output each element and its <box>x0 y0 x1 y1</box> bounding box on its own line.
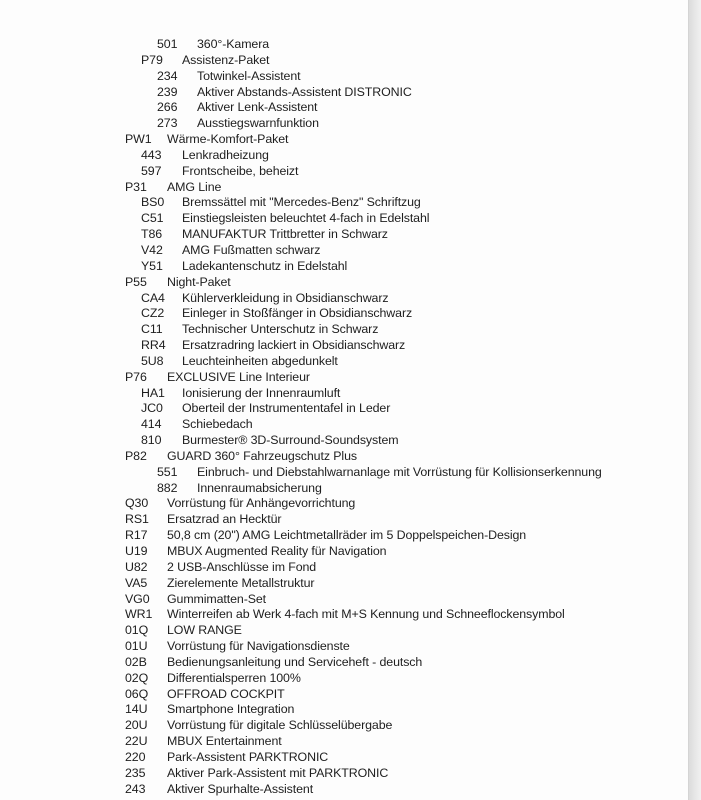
equipment-row <box>0 164 688 180</box>
equipment-row <box>0 243 688 259</box>
option-label: Assistenz-Paket <box>182 52 270 67</box>
option-label: Schiebedach <box>182 417 253 432</box>
equipment-row <box>0 766 688 782</box>
option-code: C11 <box>141 322 163 337</box>
option-label: Kühlerverkleidung in Obsidianschwarz <box>182 290 389 305</box>
option-code: 235 <box>125 765 146 780</box>
option-label: EXCLUSIVE Line Interieur <box>167 369 310 384</box>
equipment-row <box>0 275 688 291</box>
option-label: Einbruch- und Diebstahlwarnanlage mit Vorrüstung für Kollisionserkennung <box>197 464 602 479</box>
option-label: OFFROAD COCKPIT <box>167 686 285 701</box>
option-code: PW1 <box>125 132 152 147</box>
option-label: Lenkradheizung <box>182 147 269 162</box>
option-code: 443 <box>141 147 162 162</box>
equipment-row <box>0 53 688 69</box>
option-label: Wärme-Komfort-Paket <box>167 132 289 147</box>
equipment-row <box>0 69 688 85</box>
option-label: Innenraumabsicherung <box>197 480 322 495</box>
option-label: Bedienungsanleitung und Serviceheft - deutsch <box>167 654 423 669</box>
option-code: P82 <box>125 448 147 463</box>
equipment-row <box>0 576 688 592</box>
option-label: Smartphone Integration <box>167 702 295 717</box>
option-code: CZ2 <box>141 306 165 321</box>
equipment-row <box>0 512 688 528</box>
option-label: MANUFAKTUR Trittbretter in Schwarz <box>182 227 388 242</box>
equipment-row <box>0 386 688 402</box>
option-code: 597 <box>141 163 162 178</box>
equipment-row <box>0 481 688 497</box>
option-code: 414 <box>141 417 162 432</box>
option-label: Ausstiegswarnfunktion <box>197 116 319 131</box>
option-label: Park-Assistent PARKTRONIC <box>167 749 329 764</box>
option-label: Night-Paket <box>167 274 231 289</box>
equipment-row <box>0 291 688 307</box>
option-code: JC0 <box>141 401 163 416</box>
equipment-row <box>0 354 688 370</box>
option-label: 50,8 cm (20") AMG Leichtmetallräder im 5 Doppelspeichen-Design <box>167 528 527 543</box>
option-label: Differentialsperren 100% <box>167 670 301 685</box>
option-code: HA1 <box>141 385 165 400</box>
option-label: Vorrüstung für Anhängevorrichtung <box>167 496 356 511</box>
equipment-row <box>0 782 688 798</box>
equipment-row <box>0 85 688 101</box>
equipment-row <box>0 338 688 354</box>
option-code: 551 <box>157 464 178 479</box>
equipment-row <box>0 702 688 718</box>
option-label: Aktiver Lenk-Assistent <box>197 100 318 115</box>
option-code: 243 <box>125 781 146 796</box>
option-code: 06Q <box>125 686 149 701</box>
option-label: 360°-Kamera <box>197 37 270 51</box>
option-code: Q30 <box>125 496 149 511</box>
option-label: Gummimatten-Set <box>167 591 267 606</box>
equipment-row <box>0 211 688 227</box>
equipment-row <box>0 465 688 481</box>
option-label: Winterreifen ab Werk 4-fach mit M+S Kennung und Schneeflockensymbol <box>167 607 565 622</box>
option-label: GUARD 360° Fahrzeugschutz Plus <box>167 448 357 463</box>
equipment-row <box>0 718 688 734</box>
option-label: MBUX Entertainment <box>167 734 282 749</box>
option-label: AMG Fußmatten schwarz <box>182 242 321 257</box>
option-code: RR4 <box>141 338 166 353</box>
option-label: Ladekantenschutz in Edelstahl <box>182 258 348 273</box>
option-label: Totwinkel-Assistent <box>197 68 301 83</box>
option-label: Einstiegsleisten beleuchtet 4-fach in Edelstahl <box>182 211 430 226</box>
equipment-row <box>0 195 688 211</box>
equipment-row <box>0 750 688 766</box>
equipment-row <box>0 37 688 53</box>
equipment-row <box>0 671 688 687</box>
equipment-row <box>0 528 688 544</box>
option-code: P55 <box>125 274 147 289</box>
equipment-row <box>0 687 688 703</box>
option-label: Aktiver Abstands-Assistent DISTRONIC <box>197 84 412 99</box>
option-label: Bremssättel mit "Mercedes-Benz" Schriftzug <box>182 195 421 210</box>
option-code: 20U <box>125 718 148 733</box>
option-code: 273 <box>157 116 178 131</box>
option-label: Ionisierung der Innenraumluft <box>182 385 341 400</box>
option-code: 02B <box>125 654 147 669</box>
equipment-row <box>0 417 688 433</box>
equipment-row <box>0 623 688 639</box>
option-code: P79 <box>141 52 163 67</box>
option-label: Leuchteinheiten abgedunkelt <box>182 353 338 368</box>
page-edge <box>689 0 701 800</box>
option-code: U82 <box>125 559 148 574</box>
option-label: Aktiver Spurhalte-Assistent <box>167 781 314 796</box>
equipment-row <box>0 607 688 623</box>
equipment-row <box>0 544 688 560</box>
equipment-row <box>0 132 688 148</box>
option-code: VG0 <box>125 591 150 606</box>
equipment-row <box>0 148 688 164</box>
equipment-row <box>0 401 688 417</box>
option-code: 01Q <box>125 623 149 638</box>
option-code: 22U <box>125 734 148 749</box>
equipment-row <box>0 449 688 465</box>
equipment-row <box>0 560 688 576</box>
option-code: BS0 <box>141 195 165 210</box>
option-code: U19 <box>125 544 148 558</box>
option-label: Ersatzradring lackiert in Obsidianschwarz <box>182 338 406 353</box>
option-code: VA5 <box>125 575 148 590</box>
equipment-row <box>0 180 688 196</box>
option-code: CA4 <box>141 290 165 305</box>
option-label: Einleger in Stoßfänger in Obsidianschwarz <box>182 306 413 321</box>
option-code: 01U <box>125 639 148 654</box>
equipment-row <box>0 734 688 750</box>
option-label: Technischer Unterschutz in Schwarz <box>182 322 379 337</box>
option-code: 266 <box>157 100 178 115</box>
equipment-row <box>0 259 688 275</box>
equipment-row <box>0 496 688 512</box>
option-label: MBUX Augmented Reality für Navigation <box>167 544 387 558</box>
option-label: Zierelemente Metallstruktur <box>167 575 315 590</box>
option-label: Aktiver Park-Assistent mit PARKTRONIC <box>167 765 389 780</box>
equipment-row <box>0 100 688 116</box>
option-code: 882 <box>157 480 178 495</box>
option-label: AMG Line <box>167 179 222 194</box>
equipment-row <box>0 655 688 671</box>
equipment-row <box>0 306 688 322</box>
option-label: Frontscheibe, beheizt <box>182 163 299 178</box>
equipment-row <box>0 433 688 449</box>
option-label: LOW RANGE <box>167 623 242 638</box>
option-code: 234 <box>157 68 178 83</box>
option-code: RS1 <box>125 512 149 527</box>
option-label: Vorrüstung für Navigationsdienste <box>167 639 350 654</box>
equipment-row <box>0 639 688 655</box>
option-code: T86 <box>141 227 163 242</box>
option-code: V42 <box>141 242 163 257</box>
option-code: WR1 <box>125 607 153 622</box>
option-code: R17 <box>125 528 148 543</box>
option-code: Y51 <box>141 258 163 273</box>
equipment-row <box>0 592 688 608</box>
option-code: 239 <box>157 84 178 99</box>
option-code: 220 <box>125 749 146 764</box>
equipment-row <box>0 322 688 338</box>
option-code: 810 <box>141 433 162 448</box>
option-label: Ersatzrad an Hecktür <box>167 512 282 527</box>
option-label: 2 USB-Anschlüsse im Fond <box>167 559 317 574</box>
option-label: Oberteil der Instrumententafel in Leder <box>182 401 391 416</box>
equipment-row <box>0 227 688 243</box>
equipment-row <box>0 370 688 386</box>
option-code: 5U8 <box>141 353 164 368</box>
option-code: C51 <box>141 211 164 226</box>
equipment-row <box>0 116 688 132</box>
option-code: P31 <box>125 179 147 194</box>
option-label: Burmester® 3D-Surround-Soundsystem <box>182 433 399 448</box>
option-code: 501 <box>157 37 178 51</box>
option-label: Vorrüstung für digitale Schlüsselübergabe <box>167 718 393 733</box>
option-code: P76 <box>125 369 147 384</box>
option-code: 02Q <box>125 670 149 685</box>
equipment-list <box>0 37 688 798</box>
option-code: 14U <box>125 702 148 717</box>
